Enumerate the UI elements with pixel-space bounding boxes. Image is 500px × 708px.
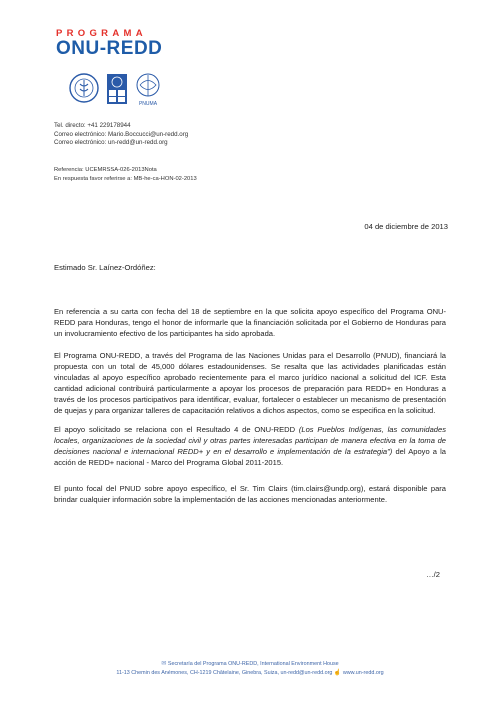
partner-logos [68,72,198,108]
paragraph-3 [54,424,446,468]
pointer-icon: ☝ [333,669,342,676]
mail-icon: ✉ [161,661,167,667]
reference-block [54,166,197,183]
footer-address-line2[interactable]: 11-13 Chemin des Anémones, CH-1219 Châtelaine, Ginebra, Suiza, un-redd@un-redd.org [116,669,333,676]
footer-address-line1: Secretaría del Programa ONU-REDD, International Environment House [167,661,339,667]
paragraph-3-intro: El apoyo solicitado se relaciona con el Resultado 4 de ONU-REDD [54,425,299,434]
unep-logo-icon [137,74,159,107]
letter-date: 04 de diciembre de 2013 [364,222,448,231]
page-continuation: …/2 [426,570,440,579]
pnuma-label: PNUMA [138,101,158,107]
contact-phone: Tel. directo: +41 229178944 [54,122,131,129]
paragraph-2: El Programa ONU-REDD, a través del Programa de las Naciones Unidas para el Desarrollo (PNUD), financiará la propuesta con un total de 45,000 dólares estadounidenses. Se resalta que las actividades planificadas están vinculadas al apoyo específico aprobado recientemente para el marco jurídico nacional a solicitud del ICF. Esta cantidad adicional contribuirá particularmente a apoyar los procesos de preparación para REDD+ en Honduras a través de los procesos participativos para identificar, evaluar, fortalecer o establecer un mecanismo de presentación de quejas y para organizar talleres de capacitación relativos a dichos aspectos, como se especifica en la solicitud. [54,351,446,415]
program-name: ONU-REDD [56,38,163,59]
program-logo [56,28,206,59]
reply-reference: En respuesta favor referirse a: MB-he-ca-HON-02-2013 [54,175,197,182]
paragraph-1: En referencia a su carta con fecha del 18 de septiembre en la que solicita apoyo específico del Programa ONU-REDD para Honduras, tengo el honor de informarle que la financiación solicitada por el Gobierno de Honduras para un involucramiento efectivo de los participantes ha sido aprobada. [54,307,446,338]
contact-email-1[interactable]: Correo electrónico: Mario.Boccucci@un-redd.org [54,130,189,138]
contact-email-2[interactable]: Correo electrónico: un-redd@un-redd.org [54,139,168,147]
fao-logo-icon [70,74,98,102]
contact-block [54,122,188,148]
program-label: PROGRAMA [56,28,147,39]
reference-number: Referencia: UCEMRSSA-026-2013Nota [54,167,157,173]
paragraph-4: El punto focal del PNUD sobre apoyo específico, el Sr. Tim Clairs (tim.clairs@undp.org), estará disponible para brindar cualquier información sobre la implementación de las acciones mencionadas anteriormente. [54,484,446,504]
paragraph-3-italic: (Los Pueblos Indígenas, las comunidades locales, organizaciones de la sociedad civil y otras partes interesadas participan de manera efectiva en la toma de decisiones nacional e internacional REDD+ y en el desarrollo e implementación de la estrategia") [54,425,446,456]
footer-website[interactable]: www.un-redd.org [342,669,384,676]
undp-logo-icon [107,74,127,104]
paragraph-3-end: del Apoyo a la acción de REDD+ nacional - Marco del Programa Global 2011-2015. [54,447,447,467]
footer [60,660,440,677]
greeting: Estimado Sr. Laínez-Ordóñez: [54,263,156,272]
